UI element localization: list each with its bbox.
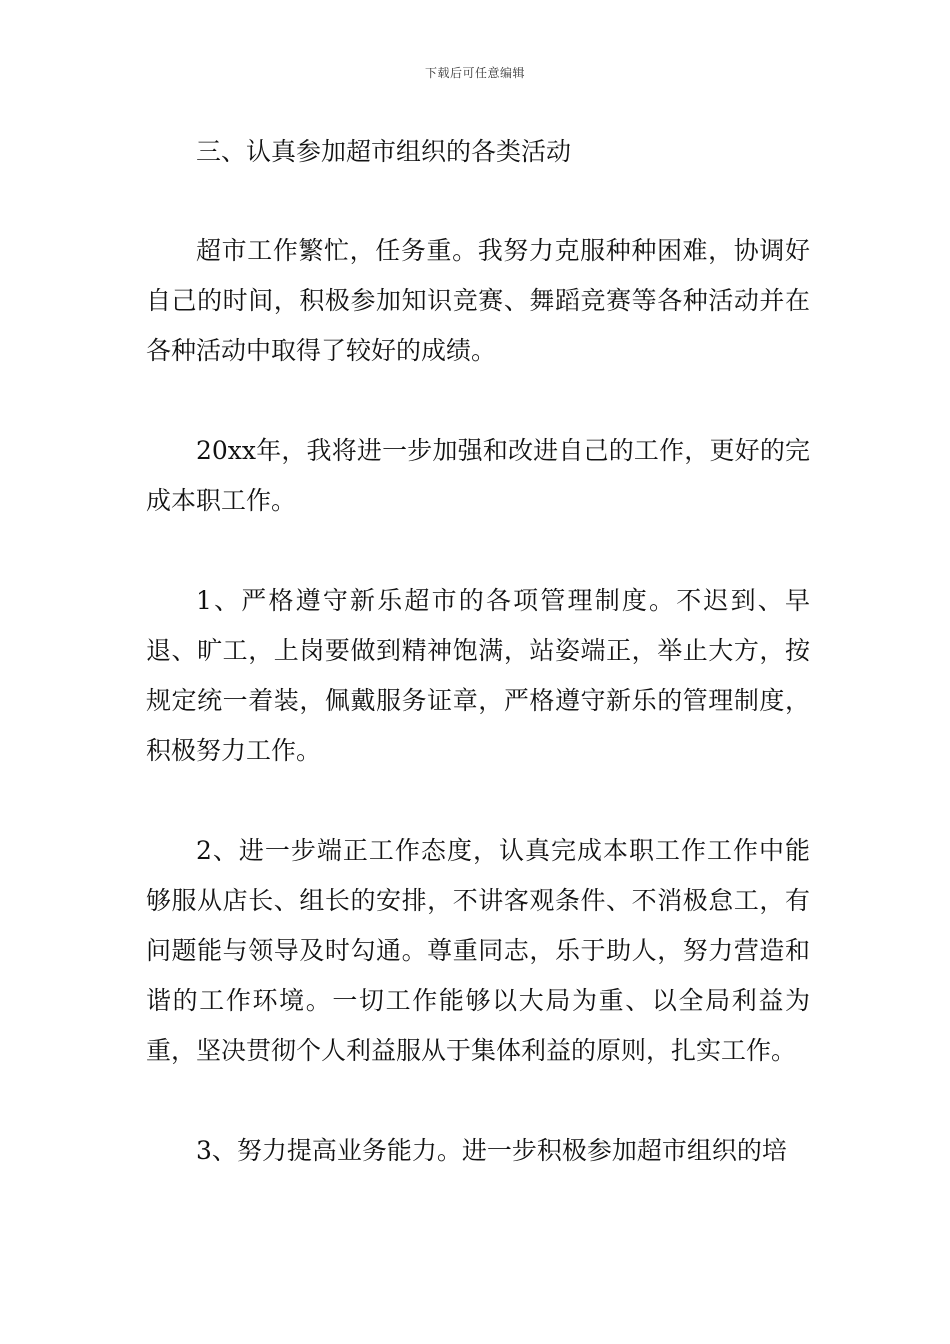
paragraph-item-1: 1、严格遵守新乐超市的各项管理制度。不迟到、早退、旷工，上岗要做到精神饱满，站姿端正，举止大方，按规定统一着装，佩戴服务证章，严格遵守新乐的管理制度，积极努力工作。 [146,586,810,765]
paragraph-item-2: 2、进一步端正工作态度，认真完成本职工作工作中能够服从店长、组长的安排，不讲客观条件、不消极怠工，有问题能与领导及时勾通。尊重同志，乐于助人，努力营造和谐的工作环境。一切工作能够以大局为重、以全局利益为重，坚决贯彻个人利益服从于集体利益的原则，扎实工作。 [146,836,810,1065]
paragraph-item-3: 3、努力提高业务能力。进一步积极参加超市组织的培 [196,1136,787,1165]
paragraph-year-plan: 20xx年，我将进一步加强和改进自己的工作，更好的完成本职工作。 [146,436,810,515]
header-note: 下载后可任意编辑 [424,66,525,80]
section-heading: 三、认真参加超市组织的各类活动 [196,137,572,166]
paragraph-activities: 超市工作繁忙，任务重。我努力克服种种困难，协调好自己的时间，积极参加知识竞赛、舞蹈竞赛等各种活动并在各种活动中取得了较好的成绩。 [146,236,810,365]
document-body [146,128,810,1176]
